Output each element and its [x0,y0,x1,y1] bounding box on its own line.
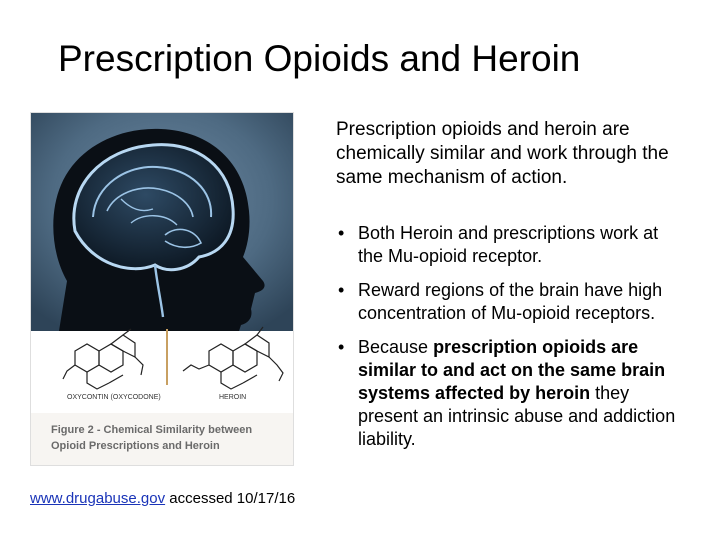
source-link[interactable]: www.drugabuse.gov [30,490,166,507]
source-accessed-date: accessed 10/17/16 [165,490,296,507]
bullet-item [336,336,686,451]
bullet-text: Reward regions of the brain have high concentration of Mu-opioid receptors. [358,280,663,323]
caption-line-1: Figure 2 - Chemical Similarity between [51,424,253,436]
bullet-text-post: they present an intrinsic abuse and addiction liability. [358,383,676,449]
head-silhouette-image [31,113,293,331]
figure-caption [51,424,252,452]
bullet-dot-icon: • [338,280,345,300]
bullet-list [336,222,686,462]
caption-line-2: Opioid Prescriptions and Heroin [51,440,220,452]
bullet-dot-icon: • [338,223,345,243]
bullet-text: Both Heroin and prescriptions work at the Mu-opioid receptor. [358,223,659,266]
bullet-dot-icon: • [338,337,345,357]
bullet-text-bold: prescription opioids are similar to and act on the same brain systems affected by heroin [358,337,666,403]
label-oxycontin: OXYCONTIN (OXYCODONE) [67,394,161,401]
label-heroin: HEROIN [219,394,247,401]
slide-title: Prescription Opioids and Heroin [58,38,581,79]
bullet-item [336,279,686,325]
chemical-structures-image [31,327,293,413]
bullet-text-pre: Because [358,337,434,357]
intro-paragraph: Prescription opioids and heroin are chemically similar and work through the same mechanism of action. [336,119,669,188]
bullet-item [336,222,686,268]
brain-figure [30,112,294,466]
source-citation [30,490,295,507]
